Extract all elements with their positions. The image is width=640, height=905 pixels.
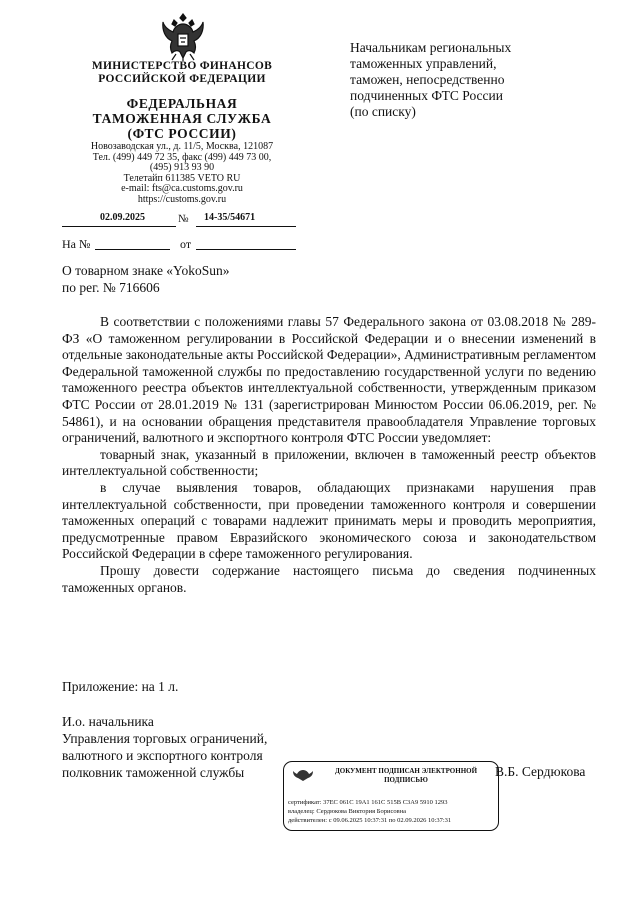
service-name (60, 96, 304, 141)
addressee-line: (по списку) (350, 104, 416, 119)
addressee-line: подчиненных ФТС России (350, 88, 503, 103)
signatory-line: Управления торговых ограничений, (62, 731, 268, 746)
addressee-line: Начальникам региональных (350, 40, 512, 55)
registration-number-line (196, 226, 296, 227)
addressee-line: таможен, непосредственно (350, 72, 505, 87)
ministry-line: МИНИСТЕРСТВО ФИНАНСОВ (91, 60, 273, 72)
stamp-details (288, 798, 451, 825)
contact-address: Новозаводская ул., д. 11/5, Москва, 121087 (90, 141, 274, 152)
service-line: ФЕДЕРАЛЬНАЯ (126, 96, 238, 111)
contact-phone-2: (495) 913 93 90 (149, 162, 215, 173)
subject-line: по рег. № 716606 (62, 280, 160, 295)
emblem-icon (292, 768, 314, 782)
stamp-title: ДОКУМЕНТ ПОДПИСАН ЭЛЕКТРОННОЙ ПОДПИСЬЮ (334, 767, 478, 784)
contact-email: e-mail: fts@ca.customs.gov.ru (121, 183, 243, 194)
letter-body (62, 314, 596, 596)
reference-date-line (196, 249, 296, 250)
signer-name: В.Б. Сердюкова (495, 764, 586, 779)
reference-label: На № (62, 237, 91, 251)
signatory-line: полковник таможенной службы (62, 765, 245, 780)
registration-date: 02.09.2025 (100, 212, 145, 223)
letter-subject (62, 262, 229, 296)
contact-info (60, 142, 304, 205)
registration-number-symbol: № (178, 213, 189, 225)
subject-line: О товарном знаке «YokoSun» (62, 263, 230, 278)
signatory-line: И.о. начальника (62, 714, 154, 729)
reference-from-label: от (180, 237, 192, 251)
addressee (350, 40, 590, 120)
stamp-owner: владелец: Сердюкова Виктория Борисовна (288, 808, 407, 815)
contact-teletype: Телетайп 611385 VETO RU (123, 172, 241, 184)
contact-website: https://customs.gov.ru (137, 193, 227, 205)
signatory-line: валютного и экспортного контроля (62, 748, 263, 763)
registration-number: 14-35/54671 (204, 212, 256, 223)
body-paragraph: В соответствии с положениями главы 57 Федерального закона от 03.08.2018 № 289-ФЗ «О таможенном регулировании в Российской Федерации и о внесении изменений в отдельные законодательные акты Российской Федерации», Административным регламентом Федеральной таможенной службы по предоставлению государственной услуги по ведению таможенного реестра объектов интеллектуальной собственности, утвержденным приказом ФТС России от 28.01.2019 № 131 (зарегистрирован Минюстом России 06.06.2019, рег. № 54861), и на основании обращения представителя правообладателя Управление торговых ограничений, валютного и экспортного контроля ФТС России уведомляет: (62, 314, 596, 446)
attachment-note: Приложение: на 1 л. (62, 679, 179, 694)
stamp-validity: действителен: с 09.06.2025 10:37:31 по 02.09.2026 10:37:31 (288, 817, 452, 824)
contact-phone: Тел. (499) 449 72 35, факс (499) 449 73 00, (92, 151, 272, 163)
coat-of-arms-icon (160, 10, 206, 62)
reference-number-line (95, 249, 170, 250)
addressee-line: таможенных управлений, (350, 56, 497, 71)
stamp-certificate: сертификат: 37EC 061C 19A1 161C 515B C3A9 5910 1293 (288, 799, 448, 806)
service-line: (ФТС РОССИИ) (127, 126, 237, 141)
body-paragraph: в случае выявления товаров, обладающих признаками нарушения прав интеллектуальной собственности, при проведении таможенного контроля и совершении таможенных операций с товарами надлежит принимать меры и проводить мероприятия, предусмотренные правом Евразийского экономического союза и законодательством Российской Федерации в сфере таможенного регулирования. (62, 479, 596, 562)
body-paragraph: товарный знак, указанный в приложении, включен в таможенный реестр объектов интеллектуальной собственности; (62, 446, 596, 479)
ministry-line: РОССИЙСКОЙ ФЕДЕРАЦИИ (98, 73, 266, 85)
body-paragraph: Прошу довести содержание настоящего письма до сведения подчиненных таможенных органов. (62, 562, 596, 595)
electronic-signature-stamp (283, 761, 499, 831)
signatory-position (62, 713, 267, 781)
registration-date-line (62, 226, 176, 227)
service-line: ТАМОЖЕННАЯ СЛУЖБА (92, 111, 272, 126)
ministry-name (60, 60, 304, 86)
